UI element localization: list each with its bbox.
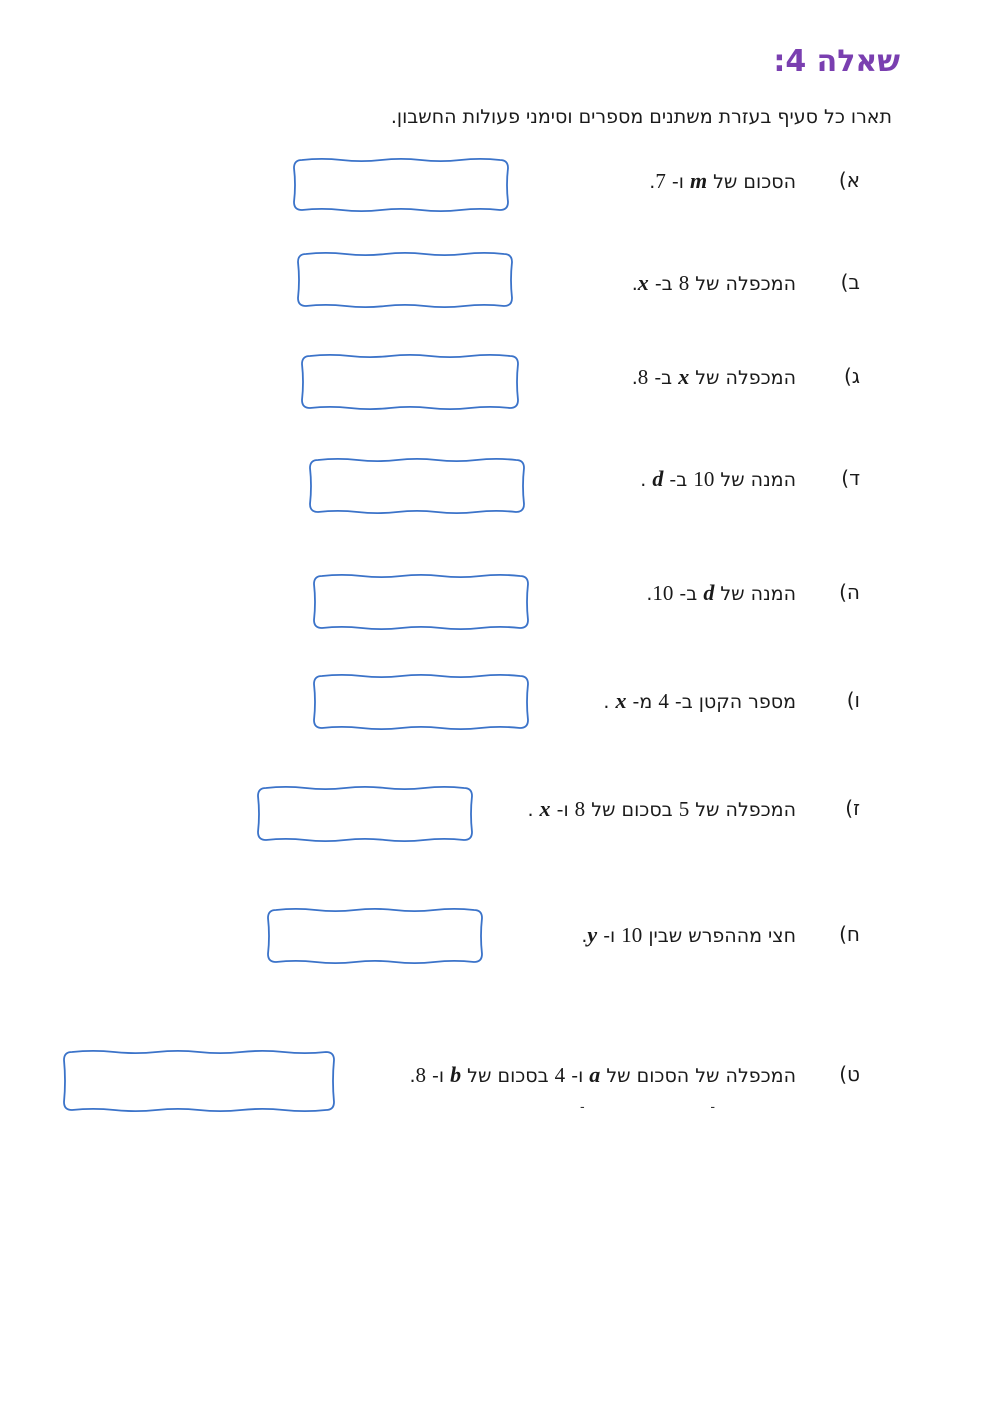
text-fragment: ב- <box>648 273 679 295</box>
stray-marks: - - <box>580 1098 718 1114</box>
variable: d <box>652 466 664 491</box>
text-fragment: המכפלה של הסכום של <box>600 1065 796 1087</box>
text-fragment: המנה של <box>714 583 796 605</box>
question-letter: ה) <box>839 580 860 604</box>
text-fragment: ו- <box>597 925 622 947</box>
text-fragment: המכפלה של <box>689 367 796 389</box>
question-letter: א) <box>838 168 860 192</box>
number: 5 <box>678 797 690 821</box>
answer-box[interactable] <box>296 252 514 308</box>
text-fragment: המכפלה של <box>689 799 796 821</box>
page-title: שאלה 4: <box>773 44 900 79</box>
number: 8 <box>637 365 649 389</box>
answer-box[interactable] <box>308 458 526 514</box>
text-fragment: הסכום של <box>707 171 796 193</box>
question-text <box>646 580 796 606</box>
question-text <box>632 364 796 390</box>
number: 10 <box>621 923 643 947</box>
question-letter: ח) <box>839 922 860 946</box>
answer-input[interactable] <box>324 584 522 622</box>
question-text <box>640 466 796 492</box>
number: 4 <box>554 1063 566 1087</box>
question-letter: ט) <box>839 1062 860 1086</box>
question-text <box>603 688 796 714</box>
text-fragment: המכפלה של <box>689 273 796 295</box>
answer-input[interactable] <box>308 262 506 300</box>
number: 8 <box>574 797 586 821</box>
variable: d <box>703 580 715 605</box>
answer-box[interactable] <box>266 908 484 964</box>
text-fragment: . <box>646 583 653 605</box>
number: 10 <box>652 581 674 605</box>
question-text <box>581 922 796 948</box>
text-fragment: חצי מההפרש שבין <box>642 925 796 947</box>
number: 10 <box>693 467 715 491</box>
text-fragment: בסכום של <box>585 799 679 821</box>
answer-box[interactable] <box>300 354 520 410</box>
number: 8 <box>415 1063 427 1087</box>
number: 7 <box>655 169 666 193</box>
question-letter: ו) <box>846 688 860 712</box>
answer-box[interactable] <box>312 674 530 730</box>
variable: m <box>689 168 708 193</box>
question-letter: ד) <box>841 466 860 490</box>
text-fragment: . <box>640 469 653 491</box>
answer-input[interactable] <box>320 468 518 506</box>
answer-input[interactable] <box>268 796 466 834</box>
text-fragment: . <box>527 799 540 821</box>
answer-input[interactable] <box>74 1060 328 1104</box>
answer-input[interactable] <box>304 168 502 204</box>
answer-box[interactable] <box>62 1050 336 1112</box>
question-letter: ז) <box>845 796 860 820</box>
variable: x <box>637 270 649 295</box>
question-letter: ב) <box>840 270 860 294</box>
variable: y <box>587 922 598 947</box>
text-fragment: . <box>631 273 638 295</box>
question-text <box>409 1062 796 1088</box>
question-row <box>0 914 1000 954</box>
text-fragment: המנה של <box>714 469 796 491</box>
text-fragment: ו- <box>426 1065 451 1087</box>
question-text <box>527 796 796 822</box>
answer-box[interactable] <box>256 786 474 842</box>
question-text <box>632 270 796 296</box>
text-fragment: . <box>409 1065 416 1087</box>
question-letter: ג) <box>843 364 860 388</box>
variable: x <box>615 688 627 713</box>
text-fragment: ב- <box>648 367 679 389</box>
instruction-text: תארו כל סעיף בעזרת משתנים מספרים וסימני פעולות החשבון. <box>390 106 892 128</box>
text-fragment: . <box>603 691 616 713</box>
answer-box[interactable] <box>312 574 530 630</box>
text-fragment: . <box>631 367 638 389</box>
answer-box[interactable] <box>292 158 510 212</box>
text-fragment: ו- <box>665 171 690 193</box>
answer-input[interactable] <box>312 364 512 402</box>
variable: b <box>450 1062 462 1087</box>
question-row <box>0 788 1000 828</box>
text-fragment: . <box>581 925 588 947</box>
text-fragment: מ- <box>626 691 659 713</box>
answer-input[interactable] <box>324 684 522 722</box>
number: 8 <box>678 271 690 295</box>
variable: x <box>539 796 551 821</box>
text-fragment: מספר הקטן ב- <box>668 691 796 713</box>
text-fragment: ו- <box>565 1065 590 1087</box>
text-fragment: ב- <box>673 583 704 605</box>
answer-input[interactable] <box>278 918 476 956</box>
variable: a <box>589 1062 601 1087</box>
text-fragment: בסכום של <box>461 1065 555 1087</box>
text-fragment: ו- <box>550 799 575 821</box>
number: 4 <box>658 689 669 713</box>
text-fragment: ב- <box>663 469 694 491</box>
variable: x <box>678 364 690 389</box>
question-text <box>649 168 796 194</box>
text-fragment: . <box>649 171 656 193</box>
